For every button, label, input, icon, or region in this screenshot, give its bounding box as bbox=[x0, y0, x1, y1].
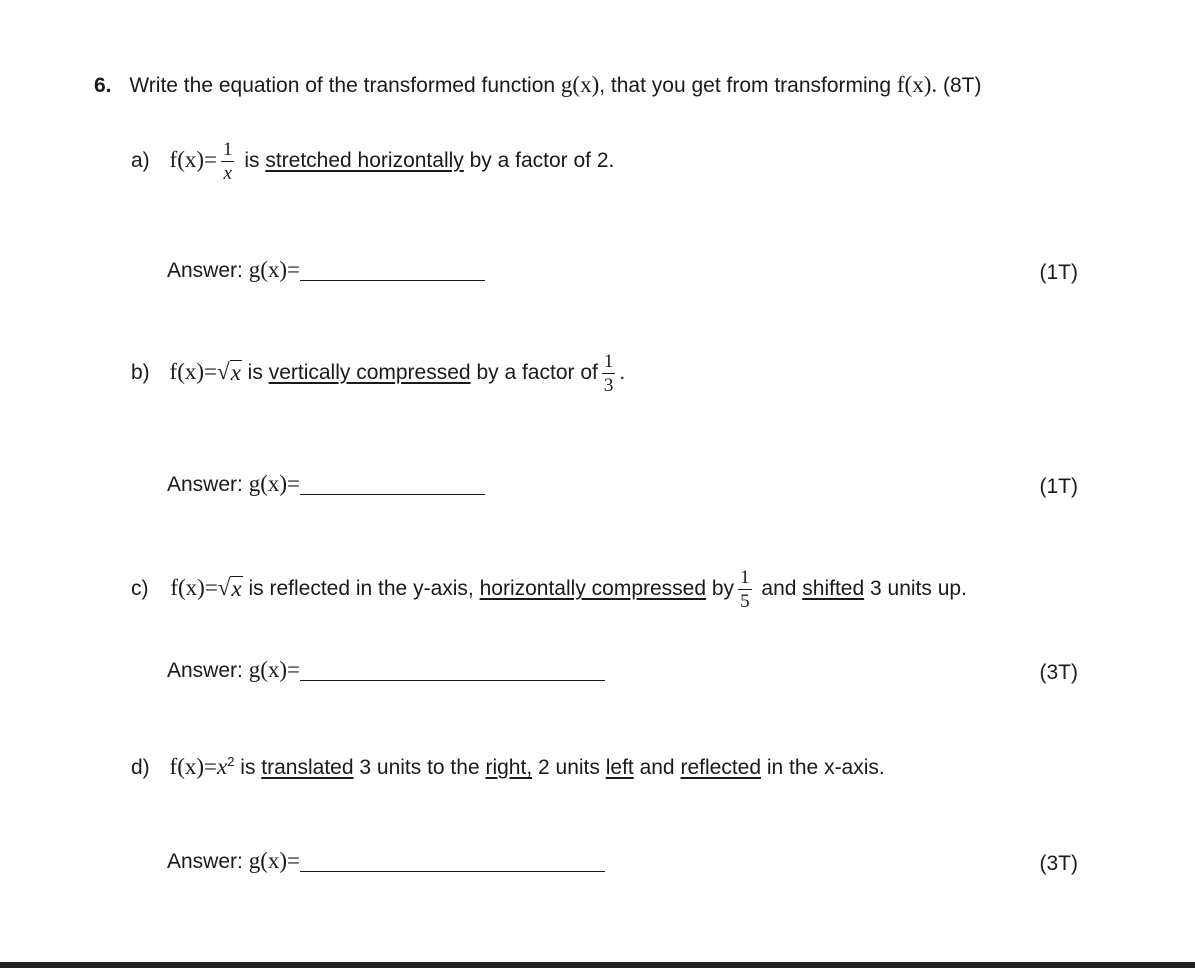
answer-a bbox=[167, 258, 485, 281]
part-c-text-2: by bbox=[711, 577, 735, 601]
part-c-text-3: and bbox=[761, 577, 797, 601]
answer-b bbox=[167, 472, 485, 495]
part-a-label: a) bbox=[131, 149, 150, 173]
part-b-is: is bbox=[247, 361, 263, 385]
part-d-is: is bbox=[240, 756, 256, 779]
part-c-f-eq: f(x)= bbox=[170, 575, 218, 601]
part-c-label: c) bbox=[131, 577, 149, 601]
part-d-underlined-2: right, bbox=[485, 756, 533, 779]
part-b bbox=[131, 352, 625, 395]
part-d-text-4: in the x-axis. bbox=[766, 756, 885, 779]
part-c-points: (3T) bbox=[1039, 661, 1078, 684]
part-d-text-3: and bbox=[639, 756, 675, 779]
part-a-f-eq: f(x)= bbox=[169, 147, 217, 173]
part-d-underlined-1: translated bbox=[261, 756, 354, 779]
part-d bbox=[131, 755, 885, 778]
part-b-underlined: vertically compressed bbox=[268, 361, 471, 385]
part-d-points: (3T) bbox=[1039, 852, 1078, 875]
answer-label: Answer: bbox=[167, 473, 243, 496]
answer-d bbox=[167, 849, 605, 872]
part-d-underlined-3: left bbox=[605, 756, 634, 779]
part-b-after: by a factor of bbox=[476, 361, 598, 385]
bottom-bar bbox=[0, 962, 1195, 968]
answer-label: Answer: bbox=[167, 259, 243, 282]
part-b-fraction: $\frac{1}{3}$ bbox=[603, 351, 614, 396]
part-d-exponent: 2 bbox=[227, 754, 235, 769]
answer-g-eq: g(x)= bbox=[248, 657, 300, 682]
answer-g-eq: g(x)= bbox=[248, 848, 300, 873]
f-function: f(x). bbox=[896, 72, 938, 97]
question-header bbox=[94, 73, 981, 96]
part-b-sqrt: √ x bbox=[216, 359, 241, 386]
answer-c bbox=[167, 658, 605, 681]
part-a-underlined: stretched horizontally bbox=[265, 149, 464, 173]
part-d-base: x bbox=[216, 754, 228, 779]
part-c bbox=[131, 568, 967, 611]
part-c-text-1: is reflected in the y-axis, bbox=[248, 577, 474, 601]
part-c-text-4: 3 units up. bbox=[870, 577, 967, 601]
part-c-sqrt: √ x bbox=[217, 575, 242, 602]
part-b-f-eq: f(x)= bbox=[169, 359, 217, 385]
part-d-f-eq: f(x)= bbox=[169, 754, 217, 779]
g-function: g(x) bbox=[560, 72, 600, 97]
part-d-label: d) bbox=[131, 756, 150, 779]
part-a-points: (1T) bbox=[1039, 261, 1078, 284]
part-d-text-1: 3 units to the bbox=[359, 756, 480, 779]
part-b-points: (1T) bbox=[1039, 475, 1078, 498]
part-c-fraction: $\frac{1}{5}$ bbox=[740, 567, 750, 612]
part-a-after: by a factor of 2. bbox=[469, 149, 615, 173]
part-a-is: is bbox=[244, 149, 260, 173]
answer-label: Answer: bbox=[167, 659, 243, 682]
question-number: 6. bbox=[94, 74, 112, 97]
part-c-underlined-1: horizontally compressed bbox=[479, 577, 707, 601]
answer-b-blank[interactable] bbox=[300, 472, 485, 495]
answer-label: Answer: bbox=[167, 850, 243, 873]
answer-d-blank[interactable] bbox=[300, 849, 605, 872]
answer-c-blank[interactable] bbox=[300, 658, 605, 681]
part-b-end: . bbox=[619, 361, 626, 385]
answer-g-eq: g(x)= bbox=[248, 257, 300, 282]
part-b-label: b) bbox=[131, 361, 150, 385]
question-text: Write the equation of the transformed function bbox=[129, 74, 556, 97]
question-points: (8T) bbox=[942, 74, 982, 97]
answer-g-eq: g(x)= bbox=[248, 471, 300, 496]
part-a-fraction: $\frac{1}{x}$ bbox=[222, 139, 233, 184]
question-text-middle: , that you get from transforming bbox=[599, 74, 892, 97]
part-d-underlined-4: reflected bbox=[680, 756, 762, 779]
answer-a-blank[interactable] bbox=[300, 258, 485, 281]
part-d-text-2: 2 units bbox=[538, 756, 600, 779]
part-c-underlined-2: shifted bbox=[802, 577, 865, 601]
part-a bbox=[131, 140, 614, 183]
